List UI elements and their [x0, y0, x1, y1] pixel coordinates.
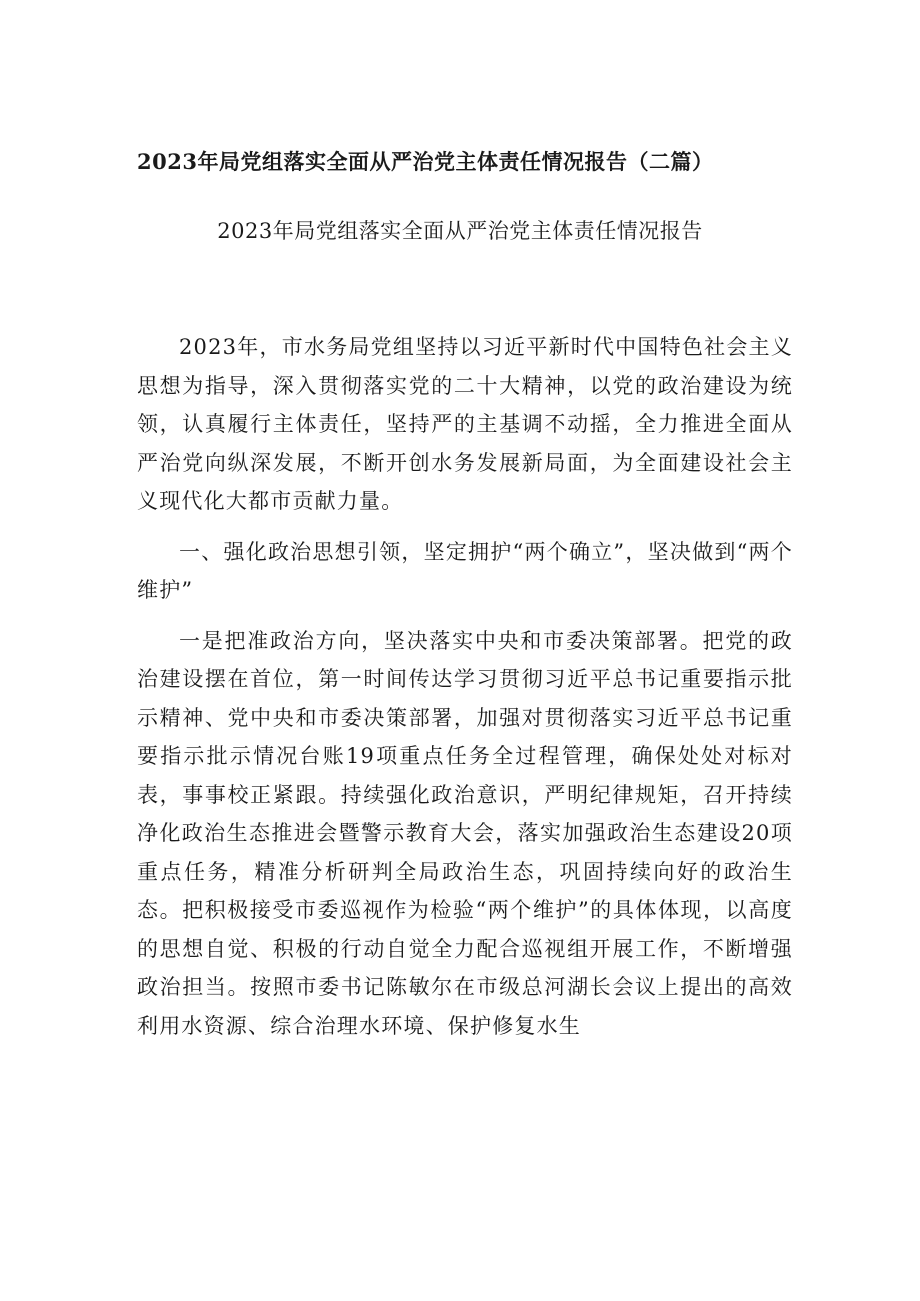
section-heading-1: 一、强化政治思想引领，坚定拥护“两个确立”，坚决做到“两个维护” — [137, 539, 793, 602]
paragraph-point-1: 一是把准政治方向，坚决落实中央和市委决策部署。把党的政治建设摆在首位，第一时间传达学习贯彻习近平总书记重要指示批示精神、党中央和市委决策部署，加强对贯彻落实习近平总书记重要指示批示情况台账19项重点任务全过程管理，确保处处对标对表，事事校正紧跟。持续强化政治意识，严明纪律规矩，召开持续净化政治生态推进会暨警示教育大会，落实加强政治生态建设20项重点任务，精准分析研判全局政治生态，巩固持续向好的政治生态。把积极接受市委巡视作为检验“两个维护”的具体体现，以高度的思想自觉、积极的行动自觉全力配合巡视组开展工作，不断增强政治担当。按照市委书记陈敏尔在市级总河湖长会议上提出的高效利用水资源、综合治理水环境、保护修复水生 — [137, 628, 793, 1038]
document-title: 2023年局党组落实全面从严治党主体责任情况报告（二篇） — [137, 149, 714, 174]
document-body — [137, 328, 793, 1057]
document-subtitle: 2023年局党组落实全面从严治党主体责任情况报告 — [217, 219, 703, 243]
paragraph-intro: 2023年，市水务局党组坚持以习近平新时代中国特色社会主义思想为指导，深入贯彻落实党的二十大精神，以党的政治建设为统领，认真履行主体责任，坚持严的主基调不动摇，全力推进全面从严治党向纵深发展，不断开创水务发展新局面，为全面建设社会主义现代化大都市贡献力量。 — [137, 335, 793, 513]
